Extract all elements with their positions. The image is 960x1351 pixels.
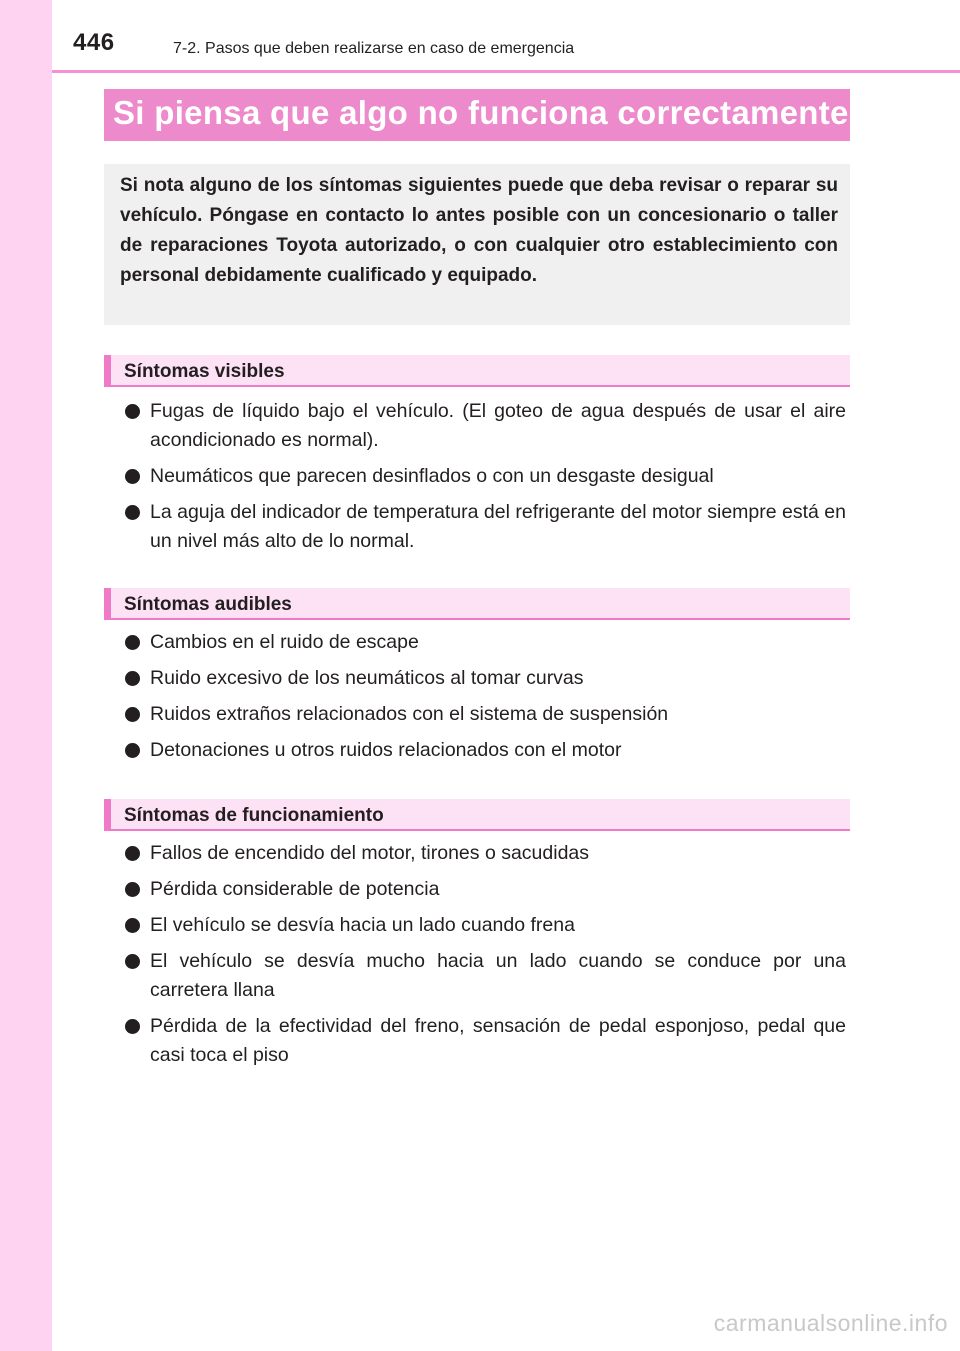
subheading-label: Síntomas visibles [124, 361, 285, 382]
list-item: La aguja del indicador de temperatura del refrigerante del motor siempre está en un nivel más alto de lo normal. [123, 498, 846, 556]
side-strip [0, 0, 52, 1351]
list-item: El vehículo se desvía hacia un lado cuando frena [123, 911, 846, 940]
list-item: Fallos de encendido del motor, tirones o sacudidas [123, 839, 846, 868]
list-item: Neumáticos que parecen desinflados o con un desgaste desigual [123, 462, 846, 491]
list-visibles [123, 397, 846, 563]
bullet-icon [125, 846, 140, 861]
bullet-icon [125, 882, 140, 897]
bullet-icon [125, 469, 140, 484]
bullet-icon [125, 918, 140, 933]
bullet-icon [125, 404, 140, 419]
list-item: Ruido excesivo de los neumáticos al tomar curvas [123, 664, 846, 693]
subheading-audibles [104, 588, 850, 620]
bullet-icon [125, 954, 140, 969]
page-number: 446 [73, 29, 115, 56]
bullet-icon [125, 743, 140, 758]
page-title: Si piensa que algo no funciona correctamente [113, 94, 849, 131]
section-reference: 7-2. Pasos que deben realizarse en caso de emergencia [173, 40, 575, 57]
list-item: El vehículo se desvía mucho hacia un lado cuando se conduce por una carretera llana [123, 947, 846, 1005]
list-audibles [123, 628, 846, 772]
subheading-funcionamiento [104, 799, 850, 831]
bullet-icon [125, 505, 140, 520]
list-item: Pérdida considerable de potencia [123, 875, 846, 904]
header-rule [52, 70, 960, 73]
watermark: carmanualsonline.info [713, 1310, 948, 1336]
bullet-icon [125, 635, 140, 650]
intro-text: Si nota alguno de los síntomas siguientes puede que deba revisar o reparar su vehículo. Póngase en contacto lo antes posible con un concesionario o taller de reparaciones Toyota autorizado, o con cualquier otro establecimiento con personal debidamente cualificado y equipado. [120, 175, 838, 286]
bullet-icon [125, 1019, 140, 1034]
list-item: Cambios en el ruido de escape [123, 628, 846, 657]
list-item: Fugas de líquido bajo el vehículo. (El goteo de agua después de usar el aire acondicionado es normal). [123, 397, 846, 455]
list-item: Pérdida de la efectividad del freno, sensación de pedal esponjoso, pedal que casi toca el piso [123, 1012, 846, 1070]
subheading-label: Síntomas de funcionamiento [124, 805, 384, 826]
list-item: Detonaciones u otros ruidos relacionados con el motor [123, 736, 846, 765]
list-funcionamiento [123, 839, 846, 1077]
bullet-icon [125, 707, 140, 722]
subheading-label: Síntomas audibles [124, 594, 292, 615]
bullet-icon [125, 671, 140, 686]
list-item: Ruidos extraños relacionados con el sistema de suspensión [123, 700, 846, 729]
subheading-visibles [104, 355, 850, 387]
